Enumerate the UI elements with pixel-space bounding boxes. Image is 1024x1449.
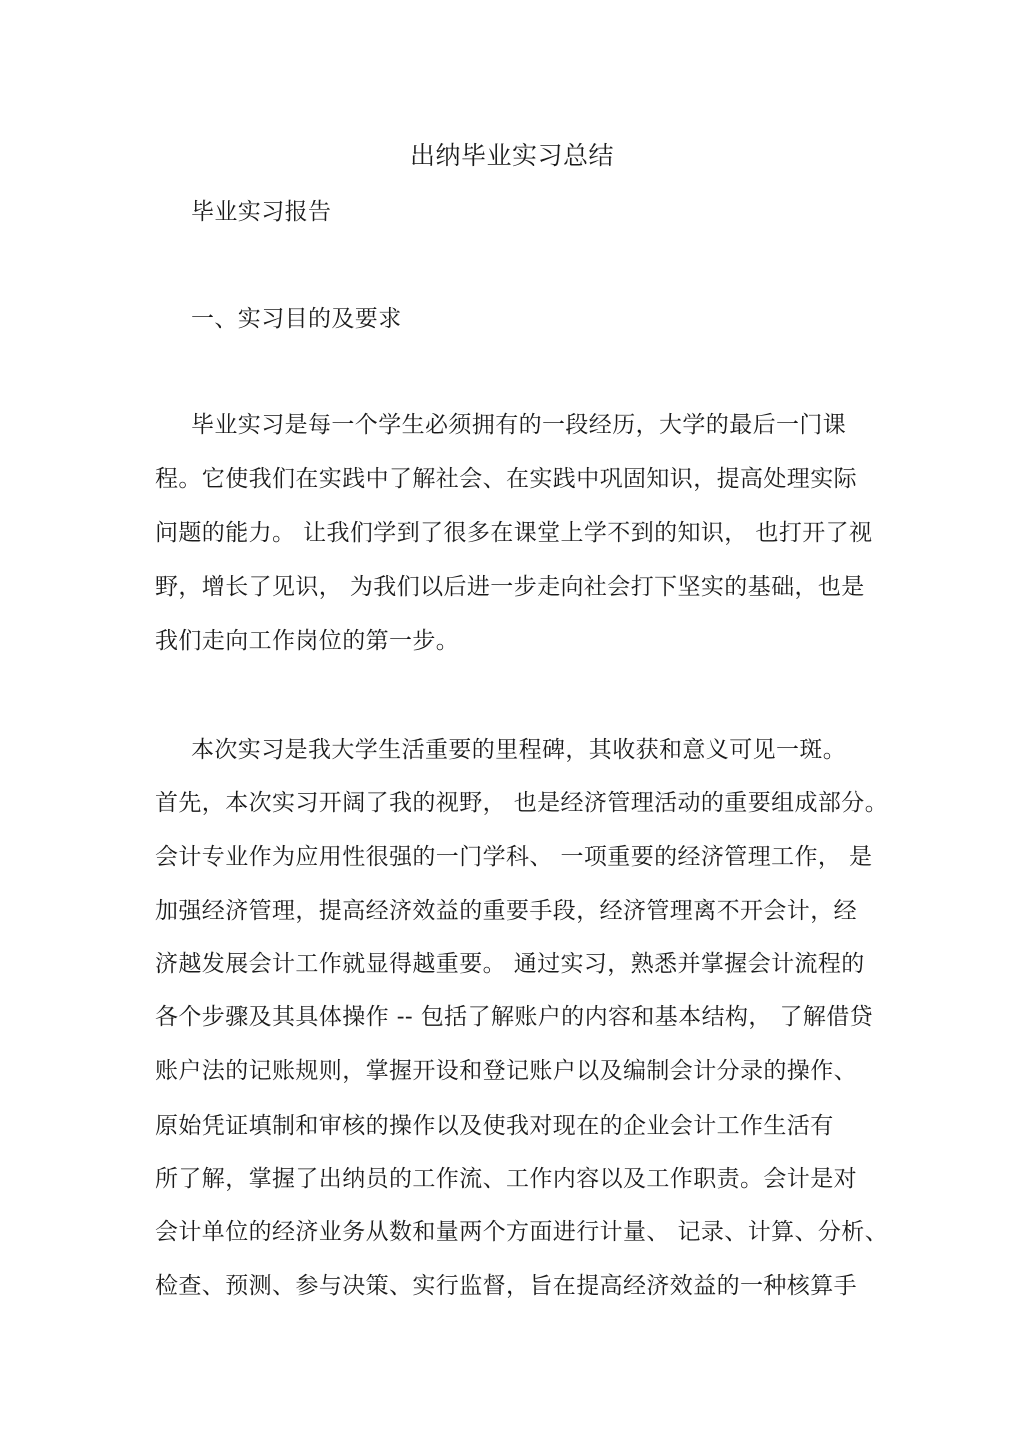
paragraph-line: 毕业实习是每一个学生必须拥有的一段经历，大学的最后一门课 (191, 412, 847, 438)
paragraph-line: 我们走向工作岗位的第一步。 (155, 628, 460, 654)
paragraph-line: 野，增长了见识， 为我们以后进一步走向社会打下坚实的基础，也是 (155, 574, 865, 600)
paragraph-line: 原始凭证填制和审核的操作以及使我对现在的企业会计工作生活有 (155, 1113, 834, 1139)
paragraph-line: 加强经济管理，提高经济效益的重要手段，经济管理离不开会计，经 (155, 898, 857, 924)
paragraph-line: 济越发展会计工作就显得越重要。 通过实习，熟悉并掌握会计流程的 (155, 951, 865, 977)
paragraph-line: 所了解，掌握了出纳员的工作流、工作内容以及工作职责。会计是对 (155, 1166, 857, 1192)
paragraph-line: 本次实习是我大学生活重要的里程碑，其收获和意义可见一斑。 (191, 737, 847, 763)
paragraph-line: 账户法的记账规则，掌握开设和登记账户以及编制会计分录的操作、 (155, 1058, 857, 1084)
paragraph-line: 检查、预测、参与决策、实行监督，旨在提高经济效益的一种核算手 (155, 1273, 857, 1299)
paragraph-line: 问题的能力。 让我们学到了很多在课堂上学不到的知识， 也打开了视 (155, 520, 873, 546)
document-subtitle: 毕业实习报告 (191, 199, 332, 225)
document-title: 出纳毕业实习总结 (409, 141, 614, 170)
paragraph-line: 首先，本次实习开阔了我的视野， 也是经济管理活动的重要组成部分。 (155, 790, 889, 816)
paragraph-line: 会计单位的经济业务从数和量两个方面进行计量、 记录、计算、分析、 (155, 1219, 889, 1245)
paragraph-line: 各个步骤及其具体操作 -- 包括了解账户的内容和基本结构， 了解借贷 (155, 1004, 874, 1030)
paragraph-line: 会计专业作为应用性很强的一门学科、 一项重要的经济管理工作， 是 (155, 844, 873, 870)
section-heading: 一、实习目的及要求 (191, 306, 402, 332)
paragraph-line: 程。它使我们在实践中了解社会、在实践中巩固知识，提高处理实际 (155, 466, 857, 492)
